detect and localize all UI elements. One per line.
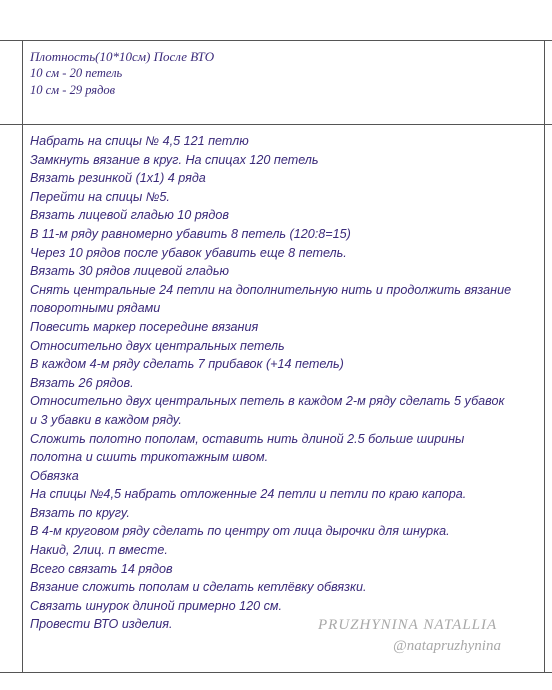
instruction-line: Накид, 2лиц. п вместе.	[30, 543, 168, 558]
instruction-line: Снять центральные 24 петли на дополнительную нить и продолжить вязание	[30, 282, 512, 297]
instruction-line: Обвязка	[30, 468, 79, 483]
instruction-line: В 4-м круговом ряду сделать по центру от лица дырочки для шнурка.	[30, 524, 450, 539]
table-right-border	[544, 40, 545, 673]
instruction-line: Набрать на спицы № 4,5 121 петлю	[30, 134, 249, 148]
table-top-border	[0, 40, 552, 41]
instruction-line: Связать шнурок длиной примерно 120 см.	[30, 598, 283, 613]
watermark-name: PRUZHYNINA NATALLIA	[318, 617, 498, 633]
instruction-line: Сложить полотно пополам, оставить нить длиной 2.5 больше ширины	[30, 431, 465, 446]
instruction-line: Замкнуть вязание в круг. На спицах 120 петель	[30, 152, 319, 167]
instruction-line: Относительно двух центральных петель в каждом 2-м ряду сделать 5 убавок	[30, 394, 505, 409]
instruction-line: Вязать резинкой (1х1) 4 ряда	[30, 171, 206, 186]
instruction-line: Вязать по кругу.	[30, 505, 130, 520]
instruction-line: Вязание сложить пополам и сделать кетлёвку обвязки.	[30, 580, 367, 595]
instruction-line: В каждом 4-м ряду сделать 7 прибавок (+14 петель)	[30, 357, 344, 372]
table-row-divider	[0, 124, 552, 125]
instruction-line: Через 10 рядов после убавок убавить еще 8 петель.	[30, 245, 347, 260]
instruction-line: Вязать 30 рядов лицевой гладью	[30, 264, 229, 279]
density-cell	[30, 48, 214, 99]
instruction-line: Вязать лицевой гладью 10 рядов	[30, 208, 229, 223]
instruction-line: Вязать 26 рядов.	[30, 375, 134, 390]
instruction-line: полотна и сшить трикотажным швом.	[30, 450, 269, 465]
instruction-line: Перейти на спицы №5.	[30, 189, 170, 204]
density-rows: 10 см - 29 рядов	[30, 83, 116, 97]
density-title: Плотность(10*10см) После ВТО	[30, 49, 215, 64]
table-column-divider	[22, 40, 23, 673]
table-bottom-border	[0, 672, 552, 673]
instruction-line: и 3 убавки в каждом ряду.	[30, 412, 182, 427]
instruction-line: Относительно двух центральных петель	[30, 338, 285, 353]
instruction-line: поворотными рядами	[30, 301, 161, 316]
instruction-line: Всего связать 14 рядов	[30, 561, 173, 576]
density-stitches: 10 см - 20 петель	[30, 66, 123, 80]
watermark-handle: @natapruzhynina	[393, 638, 501, 654]
instruction-line: В 11-м ряду равномерно убавить 8 петель (120:8=15)	[30, 226, 351, 241]
instruction-line: Провести ВТО изделия.	[30, 617, 173, 632]
instruction-line: Повесить маркер посередине вязания	[30, 319, 259, 334]
instructions-cell	[30, 132, 540, 634]
instruction-line: На спицы №4,5 набрать отложенные 24 петли и петли по краю капора.	[30, 487, 467, 502]
